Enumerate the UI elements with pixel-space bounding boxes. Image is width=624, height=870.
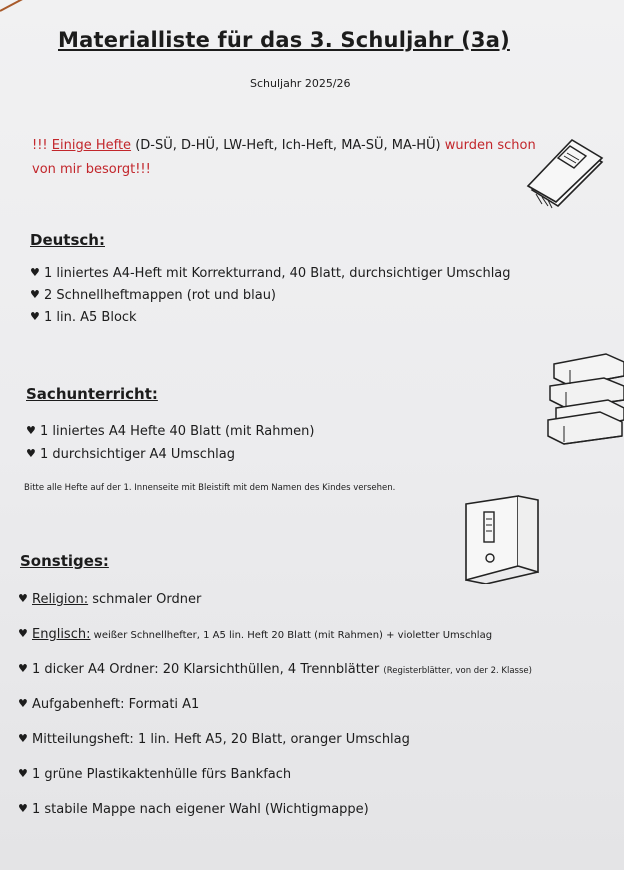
list-item: ♥ 1 liniertes A4 Hefte 40 Blatt (mit Rahmen) [26, 424, 314, 439]
religion-label: Religion: [32, 592, 89, 607]
list-item: ♥ 1 durchsichtiger A4 Umschlag [26, 447, 314, 462]
notice-prefix: !!! [32, 138, 52, 153]
pen-mark [0, 0, 27, 12]
hint-text: Bitte alle Hefte auf der 1. Innenseite mit Bleistift mit dem Namen des Kindes versehen. [24, 483, 396, 493]
notice-link: Einige Hefte [51, 138, 132, 153]
sachunterricht-list [26, 424, 314, 462]
section-heading-deutsch: Deutsch: [30, 231, 105, 249]
sonstiges-list [18, 592, 532, 817]
englisch-text: weißer Schnellhefter, 1 A5 lin. Heft 20 Blatt (mit Rahmen) + violetter Umschlag [90, 630, 493, 641]
religion-text: schmaler Ordner [88, 592, 202, 607]
notice-red-tail: wurden schon von mir besorgt [32, 138, 536, 177]
section-heading-sachunterricht: Sachunterricht: [26, 385, 158, 403]
book-stack-icon [544, 350, 624, 446]
notice-suffix: !!! [135, 162, 151, 177]
deutsch-list [30, 266, 511, 325]
list-item-religion [18, 592, 532, 607]
list-item: ♥ Mitteilungsheft: 1 lin. Heft A5, 20 Blatt, oranger Umschlag [18, 732, 532, 747]
list-item: ♥ 1 lin. A5 Block [30, 310, 511, 325]
notice-text [32, 134, 552, 182]
list-item: ♥ 1 grüne Plastikaktenhülle fürs Bankfach [18, 767, 532, 782]
notebook-icon [522, 136, 606, 214]
list-item: ♥ 1 liniertes A4-Heft mit Korrekturrand, 40 Blatt, durchsichtiger Umschlag [30, 266, 511, 281]
section-heading-sonstiges: Sonstiges: [20, 552, 109, 570]
list-item-ordner [18, 662, 532, 677]
list-item: ♥ Aufgabenheft: Formati A1 [18, 697, 532, 712]
ordner-text: 1 dicker A4 Ordner: 20 Klarsichthüllen, 4 Trennblätter [32, 662, 384, 677]
list-item: ♥ 1 stabile Mappe nach eigener Wahl (Wichtigmappe) [18, 802, 532, 817]
englisch-label: Englisch: [32, 627, 91, 642]
school-year: Schuljahr 2025/26 [250, 77, 351, 90]
page-title: Materialliste für das 3. Schuljahr (3a) [58, 28, 510, 52]
notice-middle: (D-SÜ, D-HÜ, LW-Heft, Ich-Heft, MA-SÜ, MA-HÜ) [131, 138, 445, 153]
binder-icon [462, 492, 542, 584]
ordner-small: (Registerblätter, von der 2. Klasse) [383, 666, 532, 676]
list-item-englisch [18, 627, 532, 642]
list-item: ♥ 2 Schnellheftmappen (rot und blau) [30, 288, 511, 303]
